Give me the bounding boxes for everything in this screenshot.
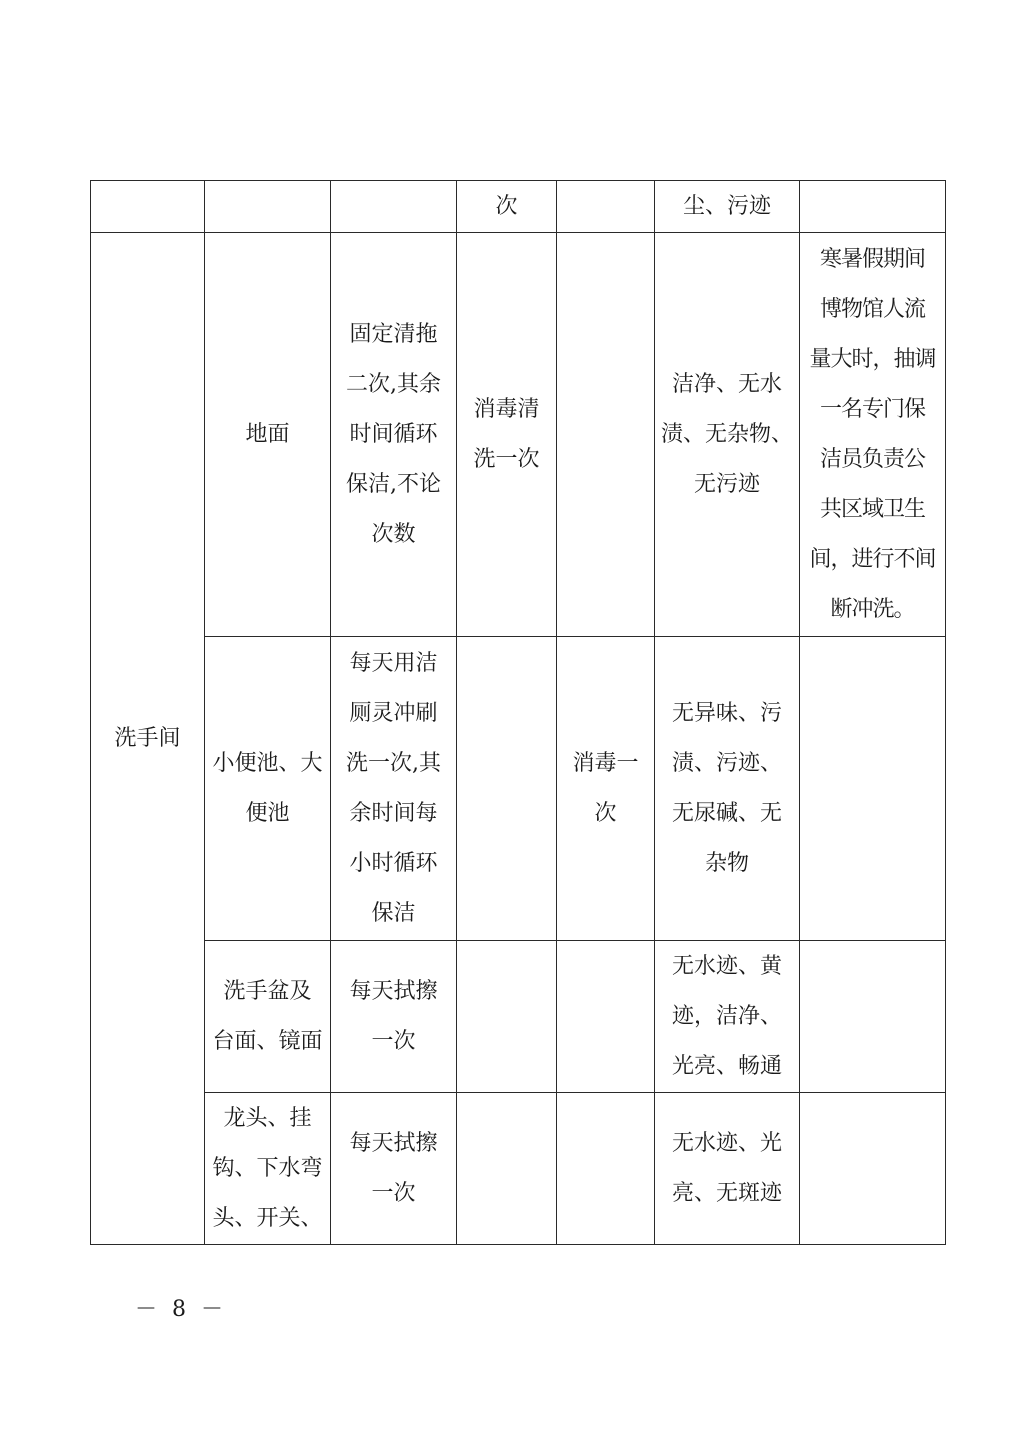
standard-cell: 洁净、无水 渍、无杂物、 无污迹 [655, 233, 800, 637]
cell-daily [331, 181, 457, 233]
item-cell: 洗手盆及 台面、镜面 [205, 941, 331, 1093]
weekly-cell [457, 941, 557, 1093]
page-number: － 8 － [135, 1297, 227, 1322]
table-row [91, 1093, 946, 1245]
remark-cell [800, 637, 946, 941]
remark-cell [800, 941, 946, 1093]
item-cell: 地面 [205, 233, 331, 637]
cell-area [91, 181, 205, 233]
table-row [91, 233, 946, 637]
weekly-cell [457, 637, 557, 941]
weekly-cell: 消毒清 洗一次 [457, 233, 557, 637]
monthly-cell [557, 233, 655, 637]
cell-monthly [557, 181, 655, 233]
cleaning-standards-table [90, 180, 946, 1245]
item-cell: 小便池、大 便池 [205, 637, 331, 941]
cell-weekly: 次 [457, 181, 557, 233]
table-row [91, 637, 946, 941]
table-row [91, 941, 946, 1093]
daily-cell: 每天用洁 厕灵冲刷 洗一次,其 余时间每 小时循环 保洁 [331, 637, 457, 941]
standard-cell: 无异味、污 渍、污迹、 无尿碱、无 杂物 [655, 637, 800, 941]
remark-cell: 寒暑假期间 博物馆人流 量大时，抽调 一名专门保 洁员负责公 共区域卫生 间，进行不间 断冲洗。 [800, 233, 946, 637]
daily-cell: 固定清拖 二次,其余 时间循环 保洁,不论 次数 [331, 233, 457, 637]
standard-cell: 无水迹、黄 迹，洁净、 光亮、畅通 [655, 941, 800, 1093]
monthly-cell: 消毒一 次 [557, 637, 655, 941]
area-label: 洗手间 [114, 725, 181, 751]
standard-cell: 无水迹、光 亮、无斑迹 [655, 1093, 800, 1245]
monthly-cell [557, 1093, 655, 1245]
daily-cell: 每天拭擦 一次 [331, 1093, 457, 1245]
cell-item [205, 181, 331, 233]
cell-remark [800, 181, 946, 233]
carry-over-row [91, 181, 946, 233]
remark-cell [800, 1093, 946, 1245]
weekly-cell [457, 1093, 557, 1245]
item-cell: 龙头、挂 钩、下水弯 头、开关、 [205, 1093, 331, 1245]
area-cell [91, 233, 205, 1245]
cell-standard: 尘、污迹 [655, 181, 800, 233]
monthly-cell [557, 941, 655, 1093]
daily-cell: 每天拭擦 一次 [331, 941, 457, 1093]
